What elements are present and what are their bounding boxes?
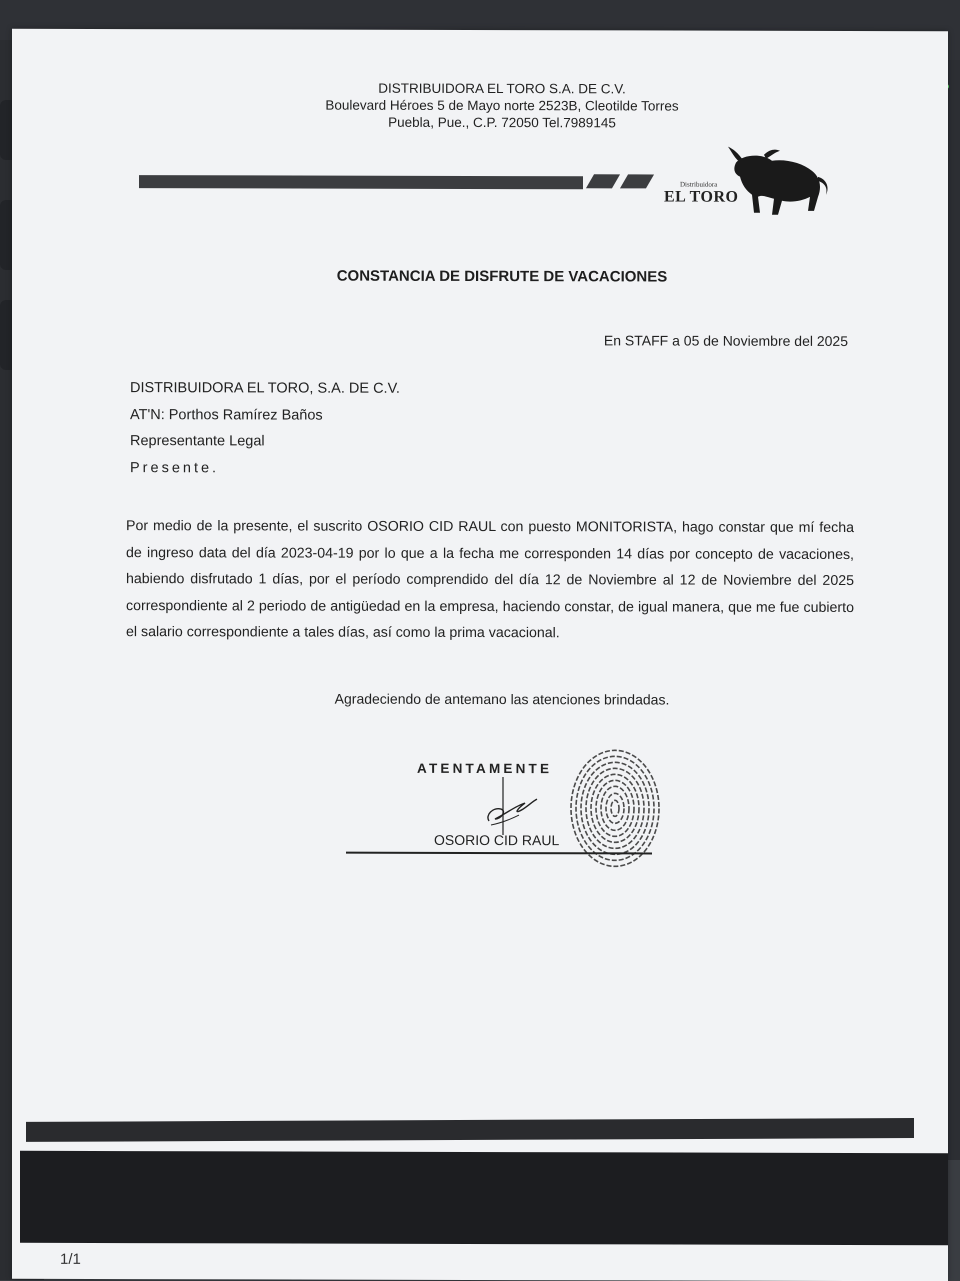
document-page [12, 29, 948, 1281]
body-paragraph: Por medio de la presente, el suscrito OSORIO CID RAUL con puesto MONITORISTA, hago constar que mí fecha de ingreso data del día 2023-04-19 por lo que a la fecha me corresponden 14 días por concepto de vacaciones, habiendo disfrutado 1 días, por el período comprendido del día 12 de Noviembre al 12 de Noviembre del 2025 correspondiente al 2 periodo de antigüedad en la empresa, haciendo constar, de igual manera, que me fue cubierto el salario correspondiente a tales días, así como la prima vacacional. [126, 518, 854, 642]
fingerprint-icon [560, 746, 670, 876]
company-header [262, 79, 742, 131]
header-bar-segment [620, 174, 654, 188]
document-title: CONSTANCIA DE DISFRUTE DE VACACIONES [336, 267, 668, 286]
company-name: DISTRIBUIDORA EL TORO S.A. DE C.V. [378, 80, 626, 97]
addressee-block [130, 375, 400, 482]
header-bar-segment [586, 174, 620, 188]
company-address-line2: Puebla, Pue., C.P. 72050 Tel.7989145 [388, 114, 616, 131]
addressee-attn: AT'N: Porthos Ramírez Baños [130, 406, 323, 424]
handwritten-signature [467, 775, 547, 835]
closing-text: ATENTAMENTE [417, 760, 553, 777]
page-number: 1/1 [60, 1250, 81, 1268]
company-address-line1: Boulevard Héroes 5 de Mayo norte 2523B, Cleotilde Torres [325, 97, 679, 114]
thanks-line: Agradeciendo de antemano las atenciones brindadas. [334, 690, 670, 708]
footer-decorative-bar [26, 1118, 914, 1142]
addressee-role: Representante Legal [130, 433, 265, 450]
logo-small-text: Distribuidora [680, 180, 718, 189]
header-decorative-bar [139, 175, 583, 189]
logo-main-text: EL TORO [664, 188, 739, 206]
bull-logo-icon [662, 136, 832, 218]
place-date: En STAFF a 05 de Noviembre del 2025 [603, 332, 848, 349]
footer-dark-band [20, 1151, 948, 1245]
signature-line [346, 852, 652, 854]
addressee-greeting: Presente. [130, 459, 220, 476]
signer-name: OSORIO CID RAUL [434, 831, 560, 849]
addressee-company: DISTRIBUIDORA EL TORO, S.A. DE C.V. [130, 380, 400, 397]
